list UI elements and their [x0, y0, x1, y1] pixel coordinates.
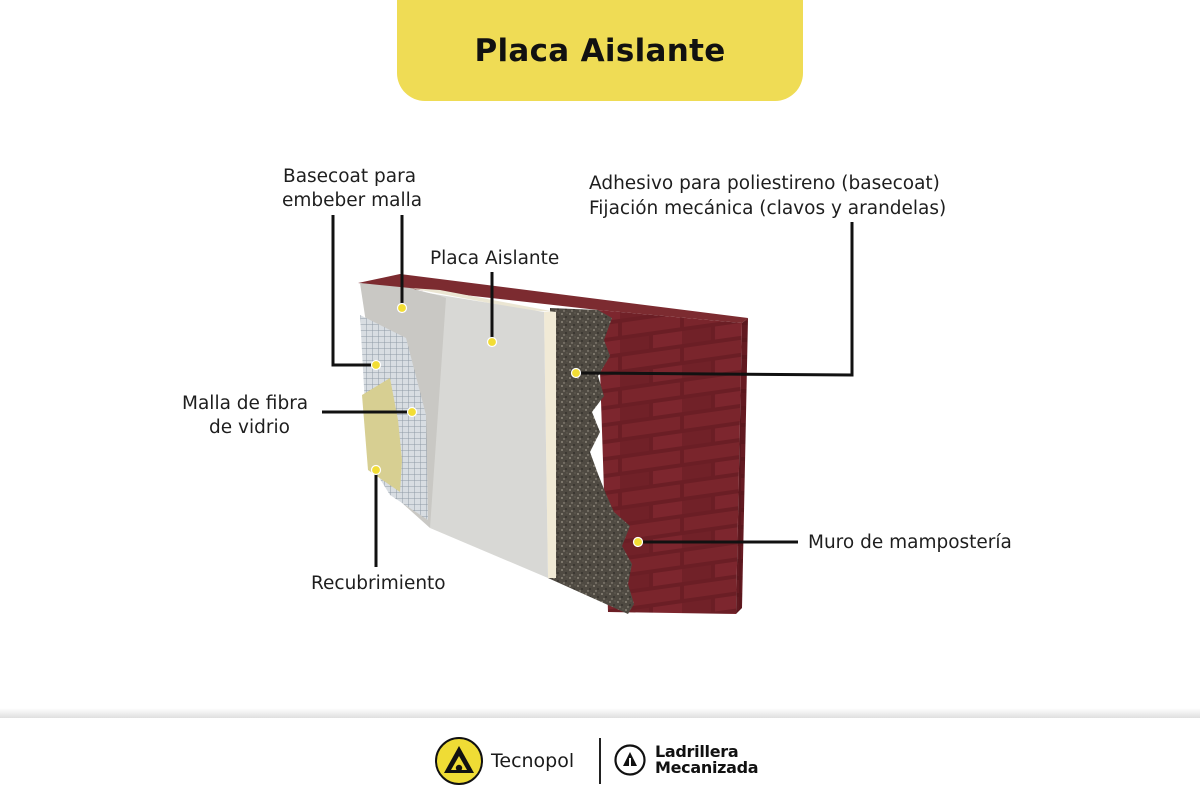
label-malla-line1: Malla de fibra: [182, 393, 309, 414]
label-basecoat-line2: embeber malla: [282, 190, 423, 211]
dot-muro: [634, 538, 643, 547]
brand-ladrillera-line1: Ladrillera: [655, 742, 739, 761]
label-muro: Muro de mampostería: [808, 532, 1012, 553]
dot-malla: [408, 408, 417, 417]
dot-placa: [488, 338, 497, 347]
label-malla-line2: de vidrio: [209, 417, 290, 438]
brand-tecnopol: [435, 737, 574, 785]
label-adhesivo-line1: Adhesivo para poliestireno (basecoat): [589, 173, 940, 194]
footer-divider: [599, 738, 601, 784]
label-adhesivo-line2: Fijación mecánica (clavos y arandelas): [589, 198, 947, 219]
label-basecoat-line1: Basecoat para: [283, 166, 417, 187]
insulation-board-face: [428, 293, 548, 578]
tecnopol-logo-icon: [435, 737, 483, 785]
page-title: Placa Aislante: [474, 32, 726, 69]
dot-adhesivo: [572, 369, 581, 378]
brand-ladrillera: [614, 744, 758, 776]
label-recubrimiento: Recubrimiento: [311, 573, 446, 594]
ladrillera-logo-icon: [614, 744, 646, 776]
brand-ladrillera-line2: Mecanizada: [655, 758, 759, 777]
dot-basecoat-top: [398, 304, 407, 313]
dot-recubrimiento: [372, 466, 381, 475]
brand-tecnopol-name: Tecnopol: [491, 750, 575, 772]
label-placa: Placa Aislante: [430, 248, 560, 269]
dot-basecoat: [372, 361, 381, 370]
